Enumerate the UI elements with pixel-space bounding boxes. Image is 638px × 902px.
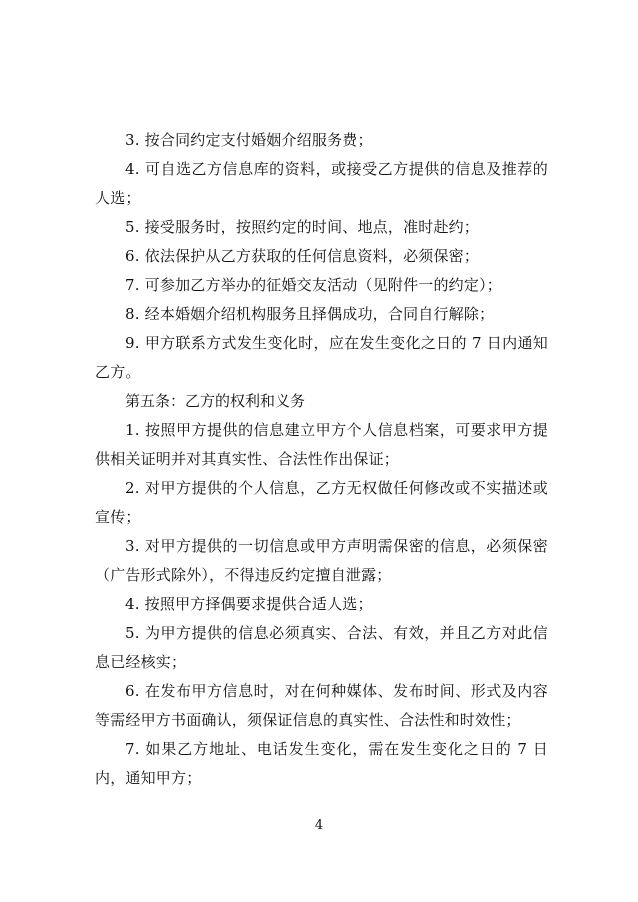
clause-item-b2: 2. 对甲方提供的个人信息，乙方无权做任何修改或不实描述或宣传； bbox=[95, 479, 548, 526]
clause-item-b3: 3. 对甲方提供的一切信息或甲方声明需保密的信息，必须保密（广告形式除外），不得违反约定擅自泄露； bbox=[95, 537, 548, 584]
clause-item-b4: 4. 按照甲方择偶要求提供合适人选； bbox=[125, 595, 373, 613]
clause-item-b1: 1. 按照甲方提供的信息建立甲方个人信息档案，可要求甲方提供相关证明并对其真实性、合法性作出保证； bbox=[95, 421, 548, 468]
clause-item-b6: 6. 在发布甲方信息时，对在何种媒体、发布时间、形式及内容等需经甲方书面确认，须保证信息的真实性、合法性和时效性； bbox=[95, 682, 548, 729]
document-body bbox=[95, 126, 548, 793]
page-number: 4 bbox=[314, 818, 324, 833]
clause-item-3: 3. 按合同约定支付婚姻介绍服务费； bbox=[125, 131, 373, 149]
clause-item-b7: 7. 如果乙方地址、电话发生变化，需在发生变化之日的 7 日内，通知甲方； bbox=[95, 740, 548, 787]
clause-item-9: 9. 甲方联系方式发生变化时，应在发生变化之日的 7 日内通知乙方。 bbox=[95, 334, 548, 381]
clause-item-6: 6. 依法保护从乙方获取的任何信息资料，必须保密； bbox=[125, 247, 480, 265]
clause-item-5: 5. 接受服务时，按照约定的时间、地点，准时赴约； bbox=[125, 218, 480, 236]
clause-item-b5: 5. 为甲方提供的信息必须真实、合法、有效，并且乙方对此信息已经核实； bbox=[95, 624, 548, 671]
clause-item-8: 8. 经本婚姻介绍机构服务且择偶成功，合同自行解除； bbox=[125, 305, 495, 323]
clause-item-7: 7. 可参加乙方举办的征婚交友活动（见附件一的约定）； bbox=[125, 276, 502, 294]
clause-item-4: 4. 可自选乙方信息库的资料，或接受乙方提供的信息及推荐的人选； bbox=[95, 160, 548, 207]
section-heading: 第五条：乙方的权利和义务 bbox=[125, 392, 306, 410]
